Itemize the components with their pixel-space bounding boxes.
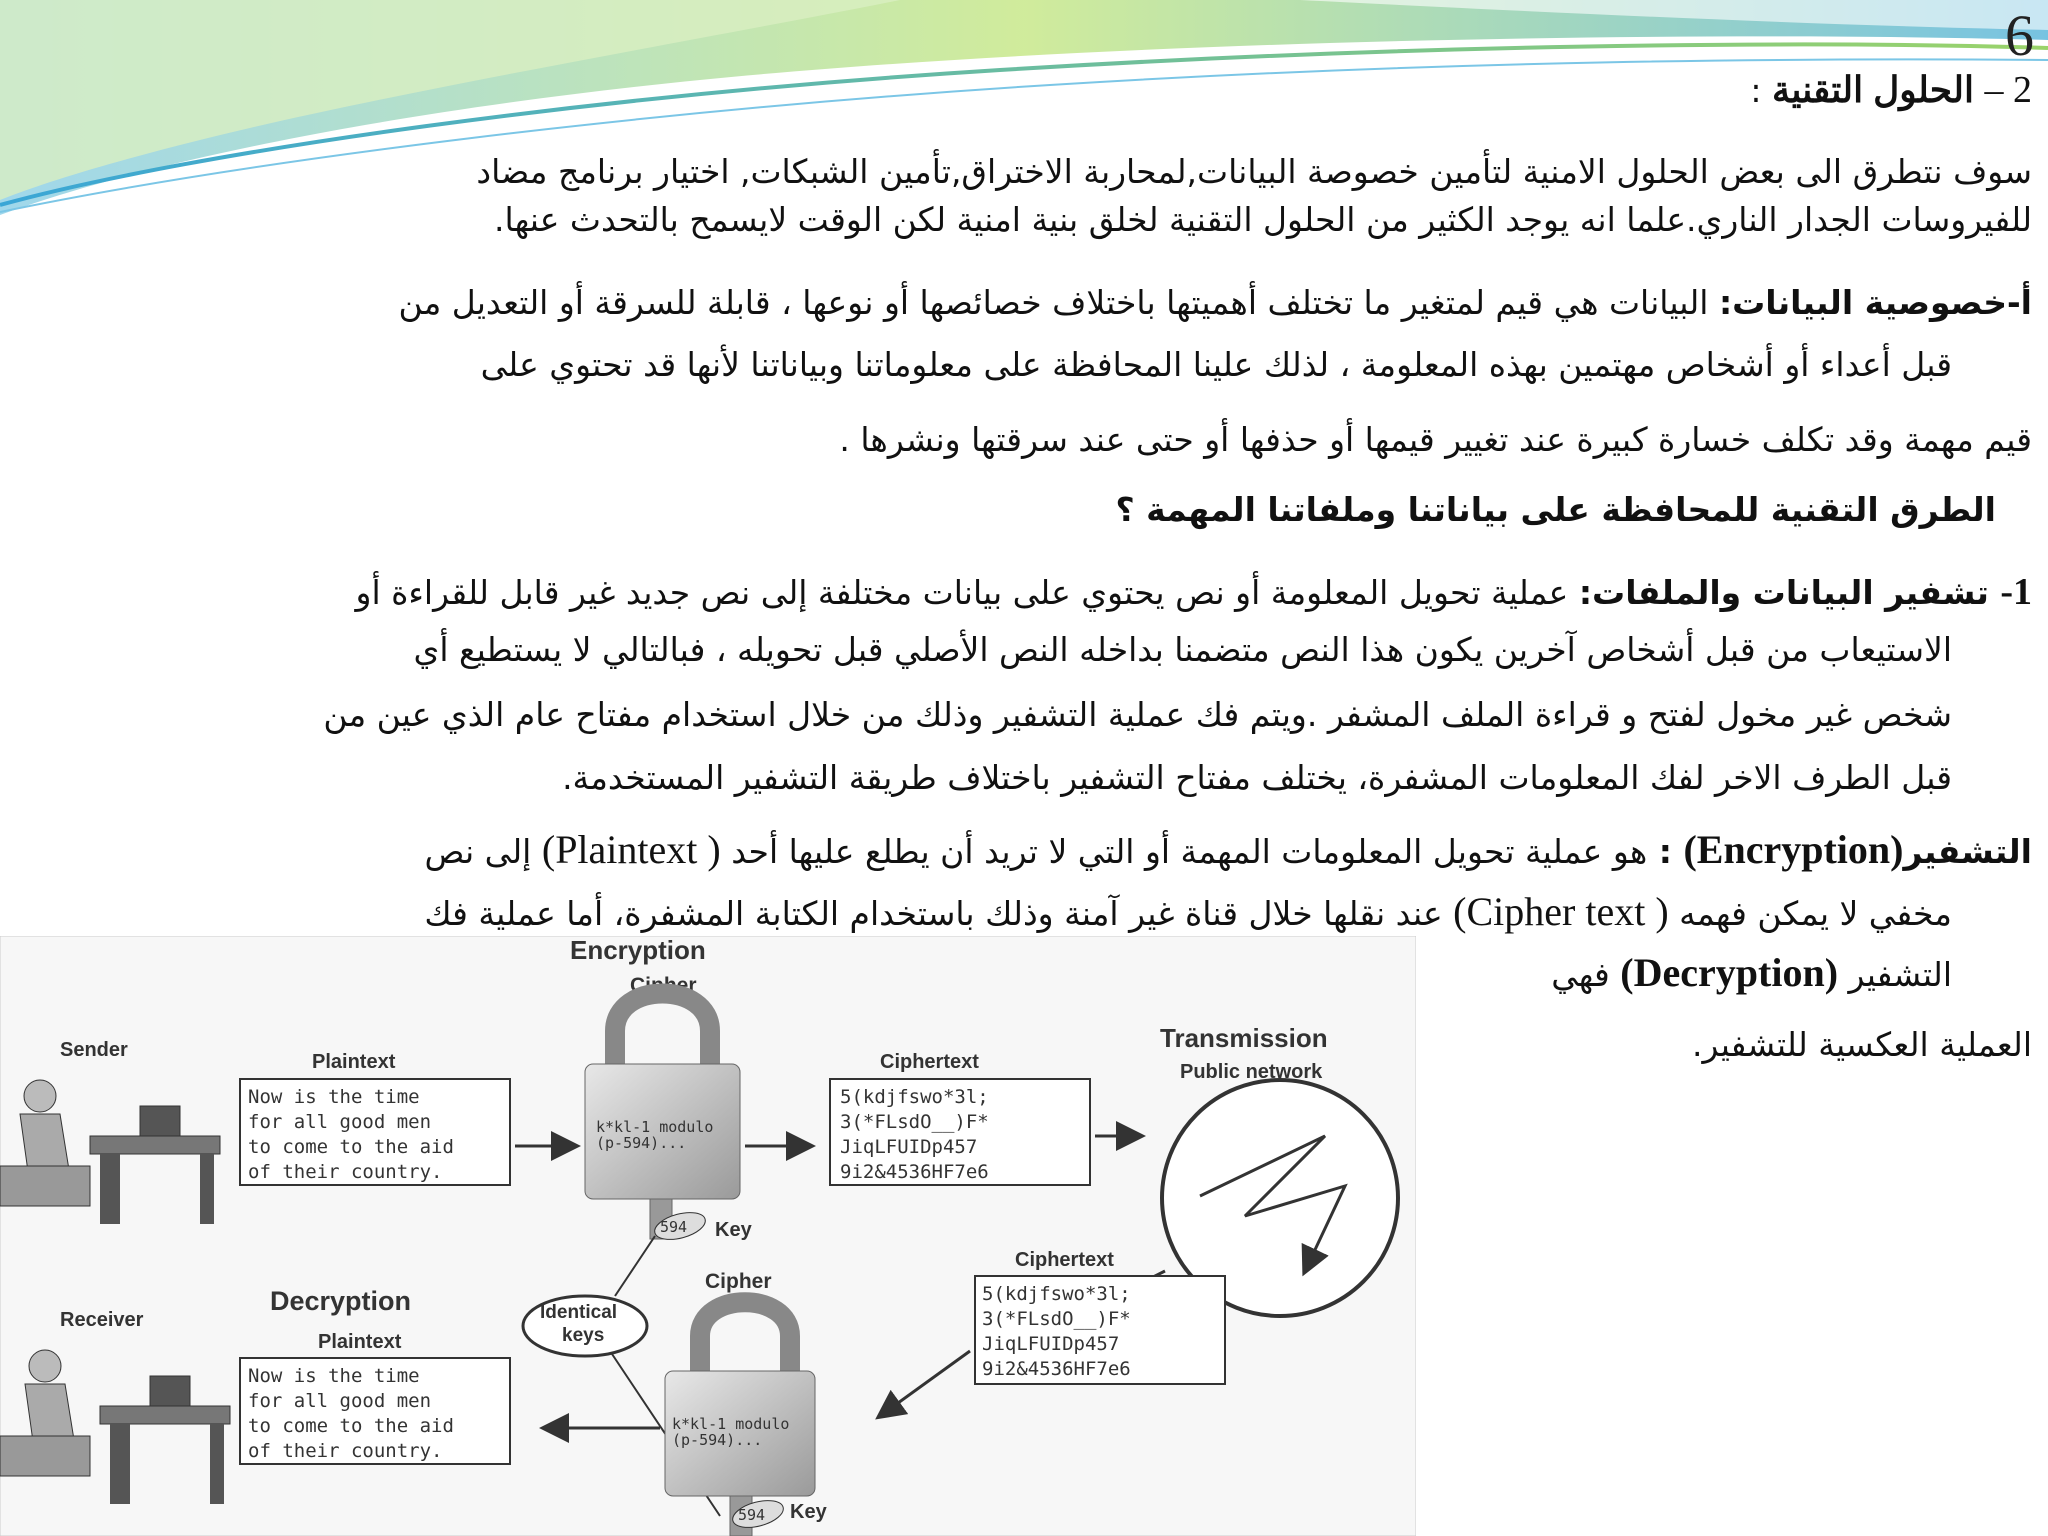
key-bottom-number: 594 [738, 1506, 766, 1524]
plaintext-bottom-line-4: of their country. [248, 1440, 443, 1462]
plaintext-top-line-4: of their country. [248, 1161, 443, 1183]
ciphertext-bottom-line-3: JiqLFUIDp457 [982, 1333, 1120, 1355]
cipher-bottom-label: Cipher [705, 1270, 772, 1293]
section-a-line-2: قبل أعداء أو أشخاص مهتمين بهذه المعلومة ، لذلك علينا المحافظة على معلوماتنا وبياناتنا لأنها قد تحتوي على [480, 345, 1952, 384]
lock-bottom-text-2: (p-594)... [672, 1431, 763, 1449]
section-a-text-1: البيانات هي قيم لمتغير ما تختلف أهميتها باختلاف خصائصها أو نوعها ، قابلة للسرقة أو التعديل من [398, 283, 1719, 322]
ciphertext-bottom-line-2: 3(*FLsdO__)F* [982, 1308, 1131, 1330]
section-a-line-1 [398, 283, 2032, 323]
key-top-label: Key [715, 1219, 752, 1241]
encryption-text-2-start: مخفي لا يمكن فهمه [1679, 894, 1952, 933]
plaintext-top-line-3: to come to the aid [248, 1136, 454, 1158]
ciphertext-term: ( Cipher text) [1453, 889, 1669, 934]
receiver-label: Receiver [60, 1309, 144, 1331]
encryption-term: (Encryption) [1683, 827, 1904, 872]
item-1-label: تشفير البيانات والملفات: [1578, 573, 2001, 612]
public-network-label: Public network [1180, 1061, 1323, 1083]
section-a-line-3: قيم مهمة وقد تكلف خسارة كبيرة عند تغيير قيمها أو حذفها أو حتى عند سرقتها ونشرها . [839, 420, 2032, 459]
item-1-text-1: عملية تحويل المعلومة أو نص يحتوي على بيانات مختلفة إلى نص جديد غير قابل للقراءة أو [355, 573, 1579, 612]
encryption-line-4: العملية العكسية للتشفير. [1692, 1025, 2032, 1064]
encryption-text-2-end: عند نقلها خلال قناة غير آمنة وذلك باستخدام الكتابة المشفرة، أما عملية فك [424, 894, 1443, 933]
cipher-top-label: Cipher [630, 974, 697, 997]
encryption-text-3-start: التشفير [1848, 955, 1952, 994]
encryption-text-1-end: إلى نص [424, 832, 532, 871]
title-text: الحلول التقنية [1772, 69, 1974, 110]
item-1-line-2: الاستيعاب من قبل أشخاص آخرين يكون هذا النص متضمنا بداخله النص الأصلي قبل تحويله ، فبالتالي لا يستطيع أي [413, 630, 1952, 669]
ciphertext-bottom-label: Ciphertext [1015, 1249, 1114, 1271]
identical-keys-line-1: Identical [540, 1302, 618, 1323]
decryption-title: Decryption [270, 1286, 412, 1316]
title-prefix: 2 – [1984, 69, 2032, 111]
encryption-title: Encryption [570, 936, 706, 965]
plaintext-bottom-label: Plaintext [318, 1331, 402, 1353]
plaintext-top-label: Plaintext [312, 1051, 396, 1073]
title-suffix: : [1750, 71, 1762, 110]
ciphertext-top-line-3: JiqLFUIDp457 [840, 1136, 978, 1158]
ciphertext-bottom-line-4: 9i2&4536HF7e6 [982, 1358, 1131, 1380]
plaintext-top-line-2: for all good men [248, 1111, 432, 1133]
lock-top-text-1: k*kl-1 modulo [596, 1118, 714, 1136]
ciphertext-top-line-4: 9i2&4536HF7e6 [840, 1161, 989, 1183]
item-1-line-4: قبل الطرف الاخر لفك المعلومات المشفرة، يختلف مفتاح التشفير باختلاف طريقة التشفير المستخدمة. [562, 758, 1952, 797]
ciphertext-top-label: Ciphertext [880, 1051, 979, 1073]
key-top-number: 594 [660, 1218, 688, 1236]
lock-top-text-2: (p-594)... [596, 1134, 687, 1152]
encryption-text-1: هو عملية تحويل المعلومات المهمة أو التي لا تريد أن يطلع عليها أحد [731, 832, 1648, 871]
slide-title [1750, 70, 2032, 111]
methods-question: الطرق التقنية للمحافظة على بياناتنا وملفاتنا المهمة ؟ [1115, 490, 1996, 529]
ciphertext-bottom-line-1: 5(kdjfswo*3l; [982, 1283, 1131, 1305]
decryption-term: (Decryption) [1620, 950, 1839, 995]
encryption-diagram [0, 936, 1416, 1536]
lock-bottom-text-1: k*kl-1 modulo [672, 1415, 790, 1433]
encryption-text-3-end: فهي [1551, 955, 1610, 994]
encryption-line-3 [1551, 950, 1952, 995]
encryption-colon: : [1647, 832, 1684, 871]
encryption-line-2 [424, 889, 1952, 934]
plaintext-bottom-line-2: for all good men [248, 1390, 432, 1412]
identical-keys-line-2: keys [562, 1325, 605, 1346]
item-1-number: 1- [2000, 571, 2032, 613]
plaintext-bottom-line-1: Now is the time [248, 1365, 420, 1387]
intro-line-1: سوف نتطرق الى بعض الحلول الامنية لتأمين خصوصة البيانات,لمحاربة الاختراق,تأمين الشبكات, اختيار برنامج مضاد [476, 152, 2032, 191]
ciphertext-top-line-1: 5(kdjfswo*3l; [840, 1086, 989, 1108]
plaintext-top-line-1: Now is the time [248, 1086, 420, 1108]
ciphertext-top-line-2: 3(*FLsdO__)F* [840, 1111, 989, 1133]
plaintext-bottom-line-3: to come to the aid [248, 1415, 454, 1437]
item-1-line-1 [356, 572, 2032, 613]
item-1-line-3: شخص غير مخول لفتح و قراءة الملف المشفر .ويتم فك عملية التشفير وذلك من خلال استخدام مفتاح عام الذي عين من [323, 695, 1952, 734]
section-a-label: أ-خصوصية البيانات: [1718, 283, 2032, 322]
key-bottom-label: Key [790, 1501, 827, 1523]
transmission-label: Transmission [1160, 1023, 1328, 1053]
plaintext-term: ( Plaintext) [541, 827, 721, 872]
intro-line-2: للفيروسات الجدار الناري.علما انه يوجد الكثير من الحلول التقنية لخلق بنية امنية لكن الوقت لايسمح بالتحدث عنها. [494, 200, 2032, 239]
sender-label: Sender [60, 1039, 128, 1061]
encryption-label: التشفير [1903, 832, 2032, 871]
encryption-line-1 [424, 827, 2032, 872]
slide-number: 6 [2005, 3, 2034, 68]
